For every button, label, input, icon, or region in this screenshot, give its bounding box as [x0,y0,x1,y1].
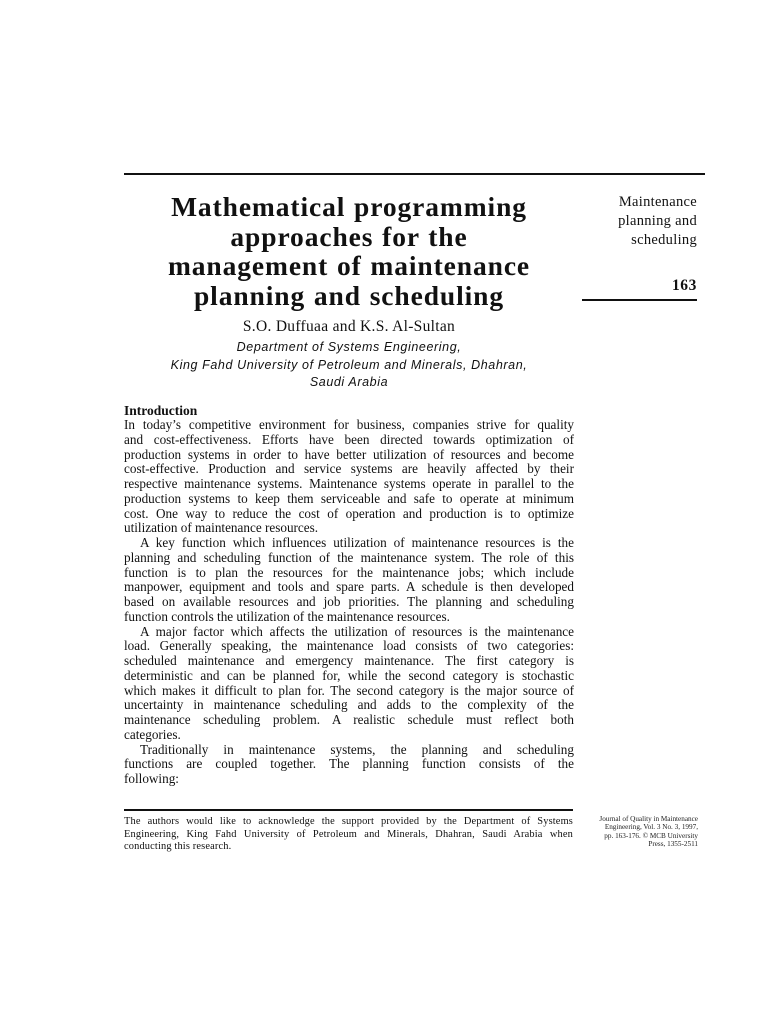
footnote-line: Engineering, King Fahd University of Petroleum and Minerals, Dhahran, Saudi Arabia when [124,828,573,840]
body-line: based on available resources and job priorities. The planning and scheduling [124,594,574,609]
running-head-line: Maintenance [618,194,697,210]
affiliation [124,339,574,392]
page-number-rule [582,299,697,301]
body-line: maintenance scheduling problem. A realistic schedule must reflect both [124,712,574,727]
title-line: approaches for the [230,220,468,252]
body-line: load. Generally speaking, the maintenance load consists of two categories: [124,638,574,654]
body-line: and cost-effectiveness. Efforts have been directed towards optimization of [124,431,574,447]
body-line: scheduled maintenance and emergency maintenance. The first category is [124,653,574,668]
citation-line: Press, 1355-2511 [648,840,698,849]
body-line: A major factor which affects the utilization of resources is the maintenance [140,623,574,639]
body-line: manpower, equipment and tools and spare parts. A schedule is then developed [124,579,574,595]
title-line: Mathematical programming [171,191,527,222]
citation-line: Engineering, Vol. 3 No. 3, 1997, [604,823,698,832]
citation-line: pp. 163-176. © MCB University [604,831,698,840]
acknowledgement-footnote [124,816,573,854]
affiliation-line: Department of Systems Engineering, [236,340,462,354]
body-line: cost. One way to reduce the cost of operation and production is to optimize [124,505,574,521]
footnote-rule [124,809,573,811]
page-number: 163 [671,277,697,294]
journal-citation [580,815,698,849]
citation-line: Journal of Quality in Maintenance [599,815,698,823]
body-line: production systems in order to have better utilization of resources and become [124,446,574,462]
body-line: utilization of maintenance resources. [124,520,319,536]
top-rule [124,173,705,175]
footnote-line: conducting this research. [124,841,232,853]
body-line: which makes it difficult to plan for. The second category is the major source of [124,682,574,698]
body-line: function controls the utilization of the maintenance resources. [124,608,450,624]
body-line: respective maintenance systems. Maintenance systems operate in parallel to the [124,476,574,491]
body-line: A key function which influences utilization of maintenance resources is the [140,535,574,550]
body-line: planning and scheduling function of the maintenance system. The role of this [124,549,574,565]
running-head-line: scheduling [631,232,697,248]
article-title [124,192,574,310]
body-line: deterministic and can be planned for, while the second category is stochastic [124,667,574,683]
body-line: following: [124,771,179,786]
introduction-body [124,418,574,787]
footnote-line: The authors would like to acknowledge the support provided by the Department of Systems [124,816,573,827]
body-line: Traditionally in maintenance systems, the planning and scheduling [140,741,574,757]
body-line: production systems to keep them serviceable and safe to operate at minimum [124,490,574,506]
body-line: categories. [124,726,181,742]
body-line: In today’s competitive environment for business, companies strive for quality [124,417,574,432]
title-line: planning and scheduling [193,279,505,311]
body-line: functions are coupled together. The planning function consists of the [124,756,574,772]
section-heading-introduction: Introduction [124,403,198,418]
affiliation-line: King Fahd University of Petroleum and Minerals, Dhahran, [170,357,528,372]
affiliation-line: Saudi Arabia [309,375,389,389]
body-line: uncertainty in maintenance scheduling and adds to the complexity of the [124,697,574,713]
body-line: function is to plan the resources for the maintenance jobs; which include [124,564,574,580]
body-line: cost-effective. Production and service systems are heavily affected by their [124,461,574,477]
authors: S.O. Duffuaa and K.S. Al-Sultan [242,318,456,335]
running-head-line: planning and [618,213,697,229]
title-line: management of maintenance [167,250,531,281]
running-head [585,193,697,250]
